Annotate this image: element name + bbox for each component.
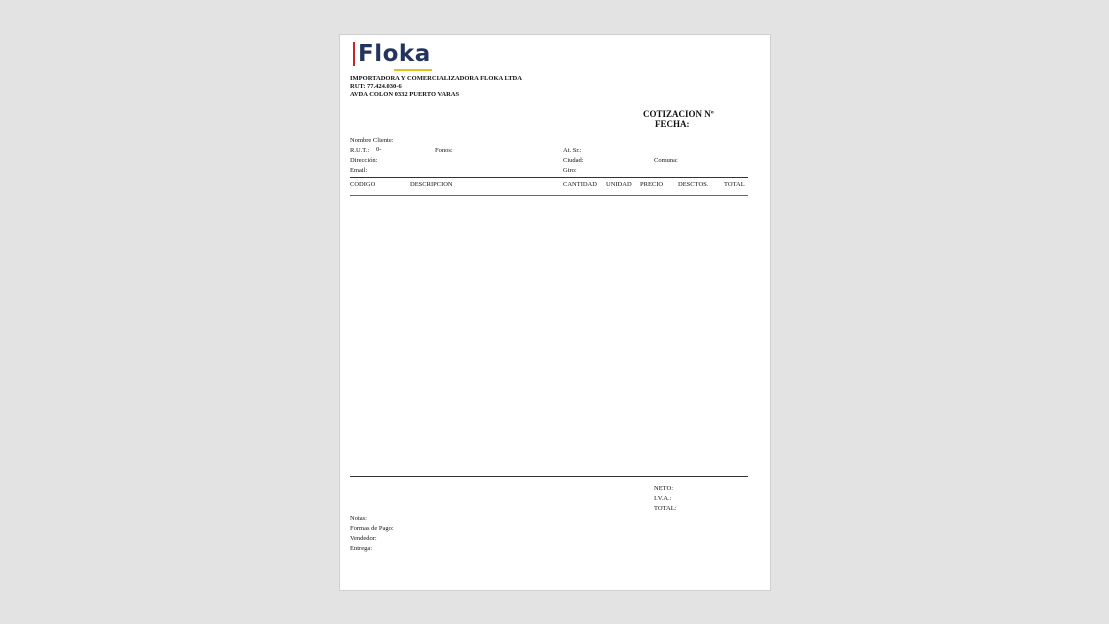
- total-label: TOTAL:: [654, 505, 677, 512]
- client-commune-label: Comuna:: [654, 157, 678, 164]
- logo-accent-bar: [353, 42, 355, 66]
- column-header-total: TOTAL: [724, 181, 745, 188]
- company-address: AVDA COLON 0332 PUERTO VARAS: [350, 91, 460, 98]
- quote-date-label: FECHA:: [655, 119, 690, 129]
- client-city-label: Ciudad:: [563, 157, 584, 164]
- column-header-code: CODIGO: [350, 181, 376, 188]
- client-business-label: Giro:: [563, 167, 577, 174]
- company-rut: RUT: 77.424.030-6: [350, 83, 402, 90]
- column-header-discounts: DESCTOS.: [678, 181, 709, 188]
- column-header-unit: UNIDAD: [606, 181, 632, 188]
- logo-underline: [394, 69, 432, 71]
- table-header-rule: [350, 195, 748, 196]
- table-top-rule: [350, 177, 748, 178]
- company-name: IMPORTADORA Y COMERCIALIZADORA FLOKA LTDA: [350, 75, 522, 82]
- table-bottom-rule: [350, 476, 748, 477]
- quote-number-label: COTIZACION Nº: [643, 109, 714, 119]
- client-rut-label: R.U.T.:: [350, 147, 370, 154]
- seller-label: Vendedor:: [350, 535, 377, 542]
- company-logo: Floka: [358, 41, 431, 67]
- client-address-label: Dirección:: [350, 157, 378, 164]
- client-rut-value: 0-: [376, 146, 382, 153]
- column-header-description: DESCRIPCION: [410, 181, 453, 188]
- net-label: NETO:: [654, 485, 674, 492]
- payment-methods-label: Formas de Pago:: [350, 525, 394, 532]
- client-email-label: Email:: [350, 167, 368, 174]
- client-attention-label: At. Sr.:: [563, 147, 582, 154]
- quote-document-page: [339, 34, 771, 591]
- notes-label: Notas:: [350, 515, 367, 522]
- vat-label: I.V.A.:: [654, 495, 672, 502]
- client-phones-label: Fonos:: [435, 147, 453, 154]
- client-name-label: Nombre Cliente:: [350, 137, 394, 144]
- column-header-quantity: CANTIDAD: [563, 181, 597, 188]
- delivery-label: Entrega:: [350, 545, 373, 552]
- column-header-price: PRECIO: [640, 181, 664, 188]
